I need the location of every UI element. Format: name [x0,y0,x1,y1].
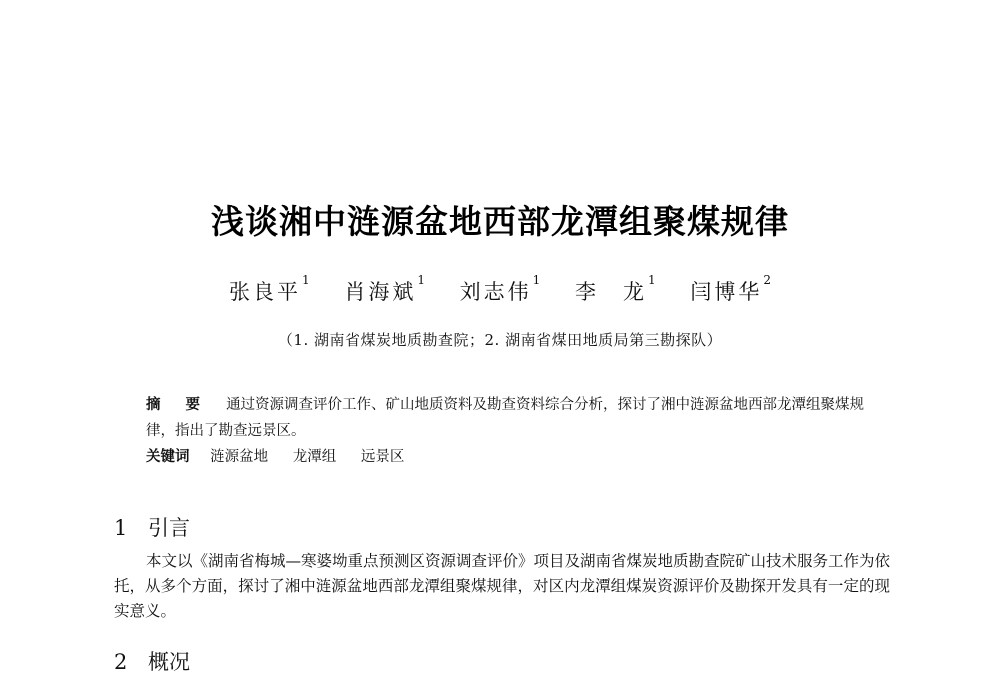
author [459,273,541,306]
keyword: 涟源盆地 [210,449,269,465]
abstract [146,392,866,444]
author-name: 闫博华 [690,280,763,304]
section-heading [114,512,190,542]
author [690,273,771,306]
keywords [146,444,866,470]
keyword: 远景区 [360,449,405,465]
author-affiliation-mark: 2 [763,273,771,287]
abstract-block [146,392,866,470]
author-affiliation-mark: 1 [532,273,541,287]
author-name: 刘志伟 [459,280,532,304]
paper-title: 浅谈湘中涟源盆地西部龙潭组聚煤规律 [211,202,789,241]
author-affiliation-mark: 1 [302,273,310,287]
keywords-label: 关键词 [146,449,190,465]
author-name: 张良平 [229,280,302,304]
section-heading [114,646,190,676]
author [575,273,656,306]
author-name: 李 龙 [575,280,647,304]
author [344,273,425,306]
author [229,273,310,306]
section-title: 引言 [148,516,190,540]
author-affiliation-mark: 1 [648,273,656,287]
author-list [0,273,1000,306]
author-affiliation-mark: 1 [417,273,425,287]
section-number: 1 [114,516,128,540]
section-number: 2 [114,650,128,674]
abstract-text: 通过资源调查评价工作、矿山地质资料及勘查资料综合分析，探讨了湘中涟源盆地西部龙潭组聚煤规律，指出了勘查远景区。 [146,397,865,439]
section-paragraph: 本文以《湖南省梅城—寒婆坳重点预测区资源调查评价》项目及湖南省煤炭地质勘查院矿山技术服务工作为依托，从多个方面，探讨了湘中涟源盆地西部龙潭组聚煤规律，对区内龙潭组煤炭资源评价及勘探开发具有一定的现实意义。 [114,552,891,620]
abstract-label: 摘 要 [146,397,211,413]
author-name: 肖海斌 [344,280,417,304]
section-title: 概况 [148,650,190,674]
affiliation-line: （1. 湖南省煤炭地质勘查院；2. 湖南省煤田地质局第三勘探队） [277,331,723,349]
keyword: 龙潭组 [292,449,337,465]
